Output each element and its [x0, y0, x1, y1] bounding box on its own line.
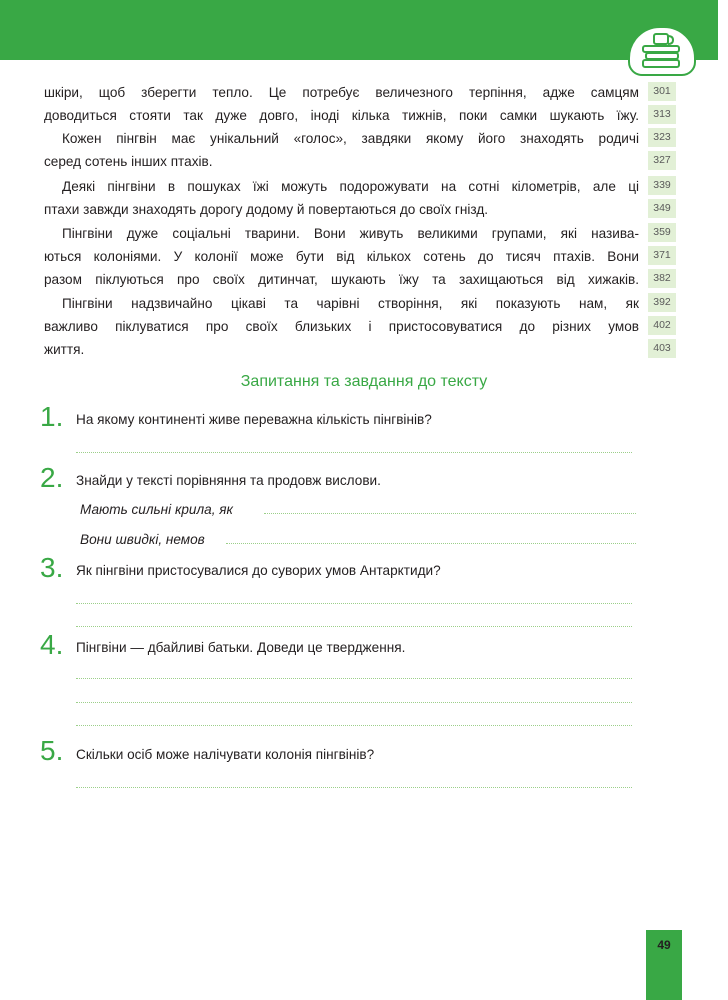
answer-line[interactable]: [76, 452, 632, 453]
question-number: 2.: [40, 462, 64, 493]
page-edge: [718, 0, 728, 1000]
text-line: важливо піклуватися про своїх близьких і пристосовуватися до різних умов: [44, 319, 639, 334]
word-count: 349: [648, 199, 676, 218]
answer-line[interactable]: [76, 702, 632, 703]
answer-line[interactable]: [76, 787, 632, 788]
word-count: 327: [648, 151, 676, 170]
text-line: птахи завжди знаходять дорогу додому й повертаються до своїх гнізд.: [44, 202, 489, 217]
text-line: ються колоніями. У колонії може бути від кількох сотень до тисяч птахів. Вони: [44, 249, 639, 264]
question-text: На якому континенті живе переважна кількість пінгвінів?: [76, 412, 432, 427]
text-line: серед сотень інших птахів.: [44, 154, 213, 169]
question-number: 4.: [40, 629, 64, 660]
word-count: 403: [648, 339, 676, 358]
word-count: 313: [648, 105, 676, 124]
text-line: шкіри, щоб зберегти тепло. Це потребує величезного терпіння, адже самцям: [44, 85, 639, 100]
header-bar: [0, 0, 718, 60]
answer-line[interactable]: [264, 513, 636, 514]
word-count: 371: [648, 246, 676, 265]
page-number: 49: [657, 938, 671, 952]
word-count: 359: [648, 223, 676, 242]
word-count: 323: [648, 128, 676, 147]
question-number: 3.: [40, 552, 64, 583]
word-count: 339: [648, 176, 676, 195]
word-count: 301: [648, 82, 676, 101]
section-title: Запитання та завдання до тексту: [240, 373, 488, 390]
text-line: доводиться стояти так дуже довго, іноді кілька тижнів, поки самки шукають їжу.: [44, 108, 639, 123]
word-count: 382: [648, 269, 676, 288]
answer-line[interactable]: [76, 603, 632, 604]
question-text: Як пінгвіни пристосувалися до суворих умов Антарктиди?: [76, 563, 441, 578]
text-line: Пінгвіни дуже соціальні тварини. Вони живуть великими групами, які назива-: [62, 226, 639, 241]
text-line: Кожен пінгвін має унікальний «голос», завдяки якому його знаходять родичі: [62, 131, 639, 146]
word-count: 392: [648, 293, 676, 312]
question-text: Скільки осіб може налічувати колонія пінгвінів?: [76, 747, 375, 762]
question-number: 5.: [40, 735, 64, 766]
text-line: Пінгвіни надзвичайно цікаві та чарівні створіння, які показують нам, як: [62, 296, 639, 311]
text-line: життя.: [44, 342, 85, 357]
comparison-prompt: Вони швидкі, немов: [80, 532, 205, 547]
word-count: 402: [648, 316, 676, 335]
question-number: 1.: [40, 401, 64, 432]
answer-line[interactable]: [226, 543, 636, 544]
question-text: Пінгвіни — дбайливі батьки. Доведи це твердження.: [76, 640, 406, 655]
answer-line[interactable]: [76, 678, 632, 679]
text-line: Деякі пінгвіни в пошуках їжі можуть подорожувати на сотні кілометрів, але ці: [62, 179, 639, 194]
answer-line[interactable]: [76, 725, 632, 726]
comparison-prompt: Мають сильні крила, як: [80, 502, 233, 517]
text-line: разом піклуються про своїх дитинчат, шукають їжу та захищаються від хижаків.: [44, 272, 639, 287]
page-number-tab: [646, 930, 682, 1000]
answer-line[interactable]: [76, 626, 632, 627]
question-text: Знайди у тексті порівняння та продовж вислови.: [76, 473, 381, 488]
